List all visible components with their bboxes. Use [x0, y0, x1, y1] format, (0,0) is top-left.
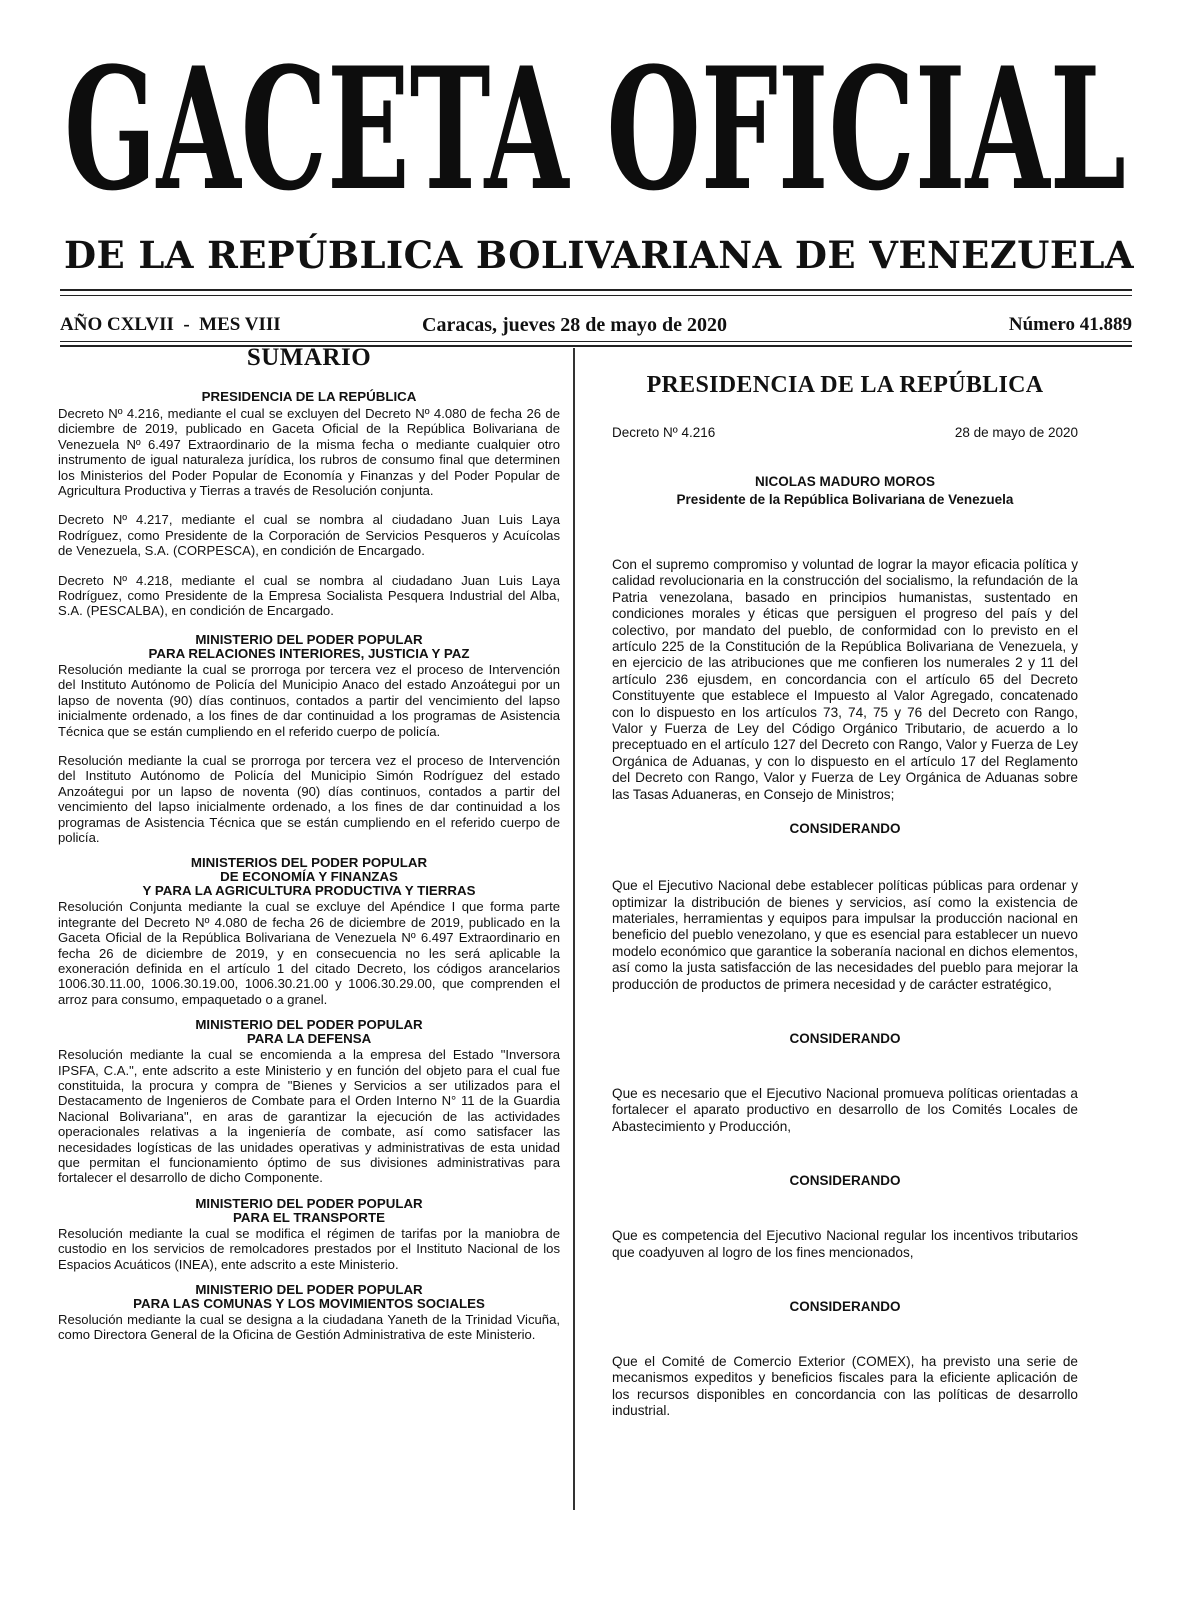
- considerando-heading: CONSIDERANDO: [789, 1030, 901, 1046]
- sumario-entry: Resolución Conjunta mediante la cual se excluye del Apéndice I que forma parte integrante del Decreto Nº 4.080 de fecha 26 de diciembre de 2019, publicado en la Gaceta Oficial de la República Bolivariana de Venezuela Nº 6.497 Extraordinario en fecha 26 de diciembre de 2019, y en consecuencia no les será aplicable la exoneración definida en el artículo 1 del citado Decreto, los códigos arancelarios 1006.30.11.00, 1006.30.19.00, 1006.30.21.00 y 1006.30.29.00, que comprenden el arroz para consumo, empaquetado o a granel.: [58, 899, 560, 1007]
- sumario-section: [58, 1197, 560, 1272]
- section-heading: MINISTERIO DEL PODER POPULAR: [195, 1195, 423, 1211]
- masthead-title: [60, 42, 1130, 202]
- signer-name: NICOLAS MADURO MOROS: [755, 474, 935, 489]
- section-heading: PARA LAS COMUNAS Y LOS MOVIMIENTOS SOCIALES: [133, 1296, 485, 1312]
- sumario-entry: Decreto Nº 4.217, mediante el cual se nombra al ciudadano Juan Luis Laya Rodríguez, como Presidente de la Corporación de Servicios Pesqueros y Acuícolas de Venezuela, S.A. (CORPESCA), en condición de Encargado.: [58, 512, 560, 559]
- considerando-heading: CONSIDERANDO: [789, 821, 901, 837]
- considerando-paragraph: Que el Comité de Comercio Exterior (COMEX), ha previsto una serie de mecanismos expeditos y beneficios fiscales para la eficiente aplicación de los recursos disponibles en concordancia con las políticas de desarrollo industrial.: [612, 1353, 1078, 1419]
- top-rule-thin: [60, 295, 1132, 296]
- section-heading: PARA RELACIONES INTERIORES, JUSTICIA Y PAZ: [148, 645, 470, 661]
- section-heading: MINISTERIO DEL PODER POPULAR: [195, 631, 423, 647]
- decree-date: 28 de mayo de 2020: [954, 425, 1078, 440]
- section-heading: Y PARA LA AGRICULTURA PRODUCTIVA Y TIERRAS: [142, 883, 476, 899]
- issue-date: Caracas, jueves 28 de mayo de 2020: [422, 314, 727, 336]
- sumario-section: [58, 1018, 560, 1186]
- decree-section-title: PRESIDENCIA DE LA REPÚBLICA: [646, 372, 1044, 398]
- issue-number: Número 41.889: [1008, 314, 1132, 335]
- decree-column: [612, 372, 1078, 1420]
- sumario-entry: Decreto Nº 4.216, mediante el cual se excluyen del Decreto Nº 4.080 de fecha 26 de diciembre de 2019, publicado en Gaceta Oficial de la República Bolivariana de Venezuela Nº 6.497 Extraordinario de la misma fecha o mediante cualquier otro instrumento de igual naturaleza jurídica, los rubros de consumo final que determinen los Ministerios del Poder Popular de Economía y Finanzas y del Poder Popular de Agricultura Productiva y Tierras a través de Resolución conjunta.: [58, 406, 560, 499]
- signer-title: Presidente de la República Bolivariana de Venezuela: [676, 492, 1014, 507]
- section-heading: PARA EL TRANSPORTE: [233, 1209, 385, 1225]
- masthead-subtitle: DE LA REPÚBLICA BOLIVARIANA DE VENEZUELA: [64, 233, 1134, 277]
- section-heading: MINISTERIOS DEL PODER POPULAR: [190, 855, 428, 871]
- sumario-column: [58, 342, 560, 1354]
- sumario-entry: Resolución mediante la cual se modifica el régimen de tarifas por la maniobra de custodio en los servicios de remolcadores prestados por el Instituto Nacional de los Espacios Acuáticos (INEA), ente adscrito a este Ministerio.: [58, 1225, 560, 1272]
- decree-header-line: [612, 425, 1078, 445]
- masthead-title-text: GACETA OFICIAL: [64, 42, 1126, 202]
- sumario-section: [58, 390, 560, 619]
- decree-number: Decreto Nº 4.216: [612, 425, 716, 440]
- decree-signer: [612, 473, 1078, 509]
- issue-year-month: AÑO CXLVII - MES VIII: [60, 314, 281, 335]
- section-heading: MINISTERIO DEL PODER POPULAR: [195, 1282, 423, 1298]
- sumario-entry: Resolución mediante la cual se designa a la ciudadana Yaneth de la Trinidad Vicuña, como Directora General de la Oficina de Gestión Administrativa de este Ministerio.: [58, 1312, 560, 1343]
- sumario-title: SUMARIO: [246, 344, 372, 371]
- top-rule-thick: [60, 289, 1132, 291]
- masthead: [60, 42, 1130, 252]
- sumario-section: [58, 1283, 560, 1343]
- considerando-paragraph: Que es competencia del Ejecutivo Nacional regular los incentivos tributarios que coadyuven al logro de los fines mencionados,: [612, 1228, 1078, 1260]
- issue-info-bar: [60, 314, 1132, 338]
- considerando-heading: CONSIDERANDO: [789, 1173, 901, 1189]
- sumario-entry: Decreto Nº 4.218, mediante el cual se nombra al ciudadano Juan Luis Laya Rodríguez, como Presidente de la Empresa Socialista Pesquera Industrial del Alba, S.A. (PESCALBA), en condición de Encargado.: [58, 572, 560, 619]
- section-heading: PRESIDENCIA DE LA REPÚBLICA: [201, 389, 417, 404]
- considerando-paragraph: Que es necesario que el Ejecutivo Nacional promueva políticas orientadas a fortalecer el aparato productivo en desarrollo de los Comités Locales de Abastecimiento y Producción,: [612, 1085, 1078, 1134]
- sumario-section: [58, 633, 560, 845]
- sumario-entry: Resolución mediante la cual se prorroga por tercera vez el proceso de Intervención del Instituto Autónomo de Policía del Municipio Anaco del estado Anzoátegui por un lapso de noventa (90) días continuos, contados a partir del vencimiento del lapso inicialmente ordenado, a los fines de dar continuidad a los programas de Asistencia Técnica que se están cumpliendo en el referido cuerpo de policía.: [58, 661, 560, 739]
- considerando-paragraph: Que el Ejecutivo Nacional debe establecer políticas públicas para ordenar y optimizar la distribución de bienes y servicios, así como la existencia de materiales, herramientas y equipos para impulsar la producción nacional en beneficio del pueblo venezolano, y que es esencial para establecer un nuevo modelo económico que garantice la soberanía nacional en dichos elementos, así como la justa satisfacción de las necesidades del pueblo para mejorar la producción de productos de primera necesidad y de carácter estratégico,: [612, 878, 1078, 992]
- sumario-section: [58, 856, 560, 1007]
- section-heading: DE ECONOMÍA Y FINANZAS: [220, 869, 398, 885]
- column-divider: [573, 348, 575, 1510]
- considerando-heading: CONSIDERANDO: [789, 1298, 901, 1314]
- section-heading: PARA LA DEFENSA: [246, 1031, 372, 1047]
- section-heading: MINISTERIO DEL PODER POPULAR: [195, 1017, 423, 1033]
- sumario-entry: Resolución mediante la cual se encomienda a la empresa del Estado "Inversora IPSFA, C.A.", ente adscrito a este Ministerio y en función del objeto para el cual fue constituida, la procura y compra de "Bienes y Servicios a ser utilizados para el Destacamento de Ingenieros de Combate para el Orden Interno N° 11 de la Guardia Nacional Bolivariana", en aras de garantizar la ejecución de las actividades operacionales relativas a la ingeniería de combate, así como satisfacer las necesidades logísticas de las unidades operativas y administrativas de esta unidad que permitan el funcionamiento óptimo de sus divisiones administrativas para fortalecer el desarrollo de dicho Componente.: [58, 1047, 560, 1186]
- decree-preamble: Con el supremo compromiso y voluntad de lograr la mayor eficacia política y calidad revolucionaria en la construcción del socialismo, la refundación de la Patria venezolana, basado en principios humanistas, sustentado en condiciones morales y éticas que persiguen el progreso del país y del colectivo, por mandato del pueblo, de conformidad con lo previsto en el artículo 225 de la Constitución de la República Bolivariana de Venezuela, y en ejercicio de las atribuciones que me confieren los numerales 2 y 11 del artículo 236 ejusdem, en concordancia con el artículo 65 del Decreto Constituyente que establece el Impuesto al Valor Agregado, concatenado con lo dispuesto en los artículos 73, 74, 75 y 76 del Decreto con Rango, Valor y Fuerza de Ley del Código Orgánico Tributario, de acuerdo a lo preceptuado en el artículo 127 del Decreto con Rango, Valor y Fuerza de Ley Orgánica de Aduanas, y con lo dispuesto en el artículo 17 del Reglamento del Decreto con Rango, Valor y Fuerza de Ley Orgánica de Aduanas sobre las Tasas Aduaneras, en Consejo de Ministros;: [612, 557, 1078, 802]
- sumario-entry: Resolución mediante la cual se prorroga por tercera vez el proceso de Intervención del Instituto Autónomo de Policía del Municipio Simón Rodríguez del estado Anzoátegui por un lapso de noventa (90) días continuos, contados a partir del vencimiento del lapso inicialmente ordenado, a los fines de dar continuidad a los programas de Asistencia Técnica que se están cumpliendo en el referido cuerpo de policía.: [58, 752, 560, 845]
